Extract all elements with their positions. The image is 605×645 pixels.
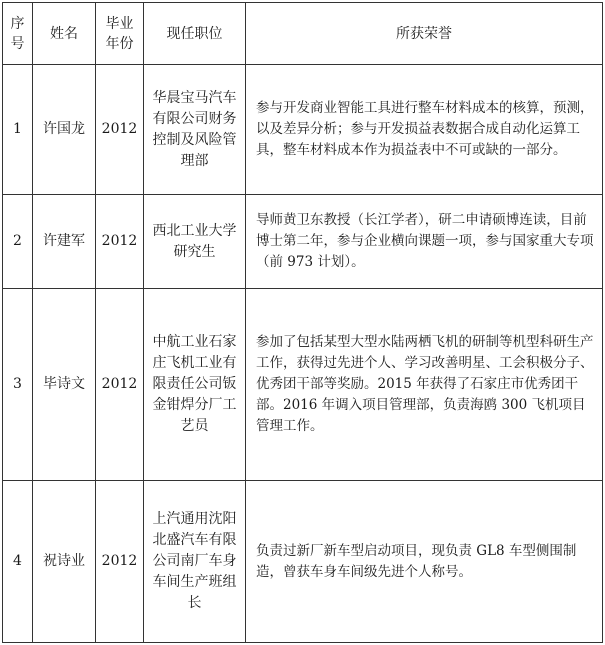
cell-position: [144, 289, 246, 481]
row-honors: 参加了包括某型大型水陆两栖飞机的研制等机型科研生产工作，获得过先进个人、学习改善明星、工会积极分子、优秀团干部等奖励。2015 年获得了石家庄市优秀团干部。2016 年调入项目管理部，负责海鸥 300 飞机项目管理工作。: [256, 334, 594, 434]
cell-position: [144, 65, 246, 195]
row-number: 3: [13, 376, 22, 392]
row-honors: 导师黄卫东教授（长江学者），研二申请硕博连读，目前博士第二年，参与企业横向课题一项，参与国家重大专项（前 973 计划）。: [256, 212, 594, 270]
row-position: 上汽通用沈阳北盛汽车有限公司南厂车身车间生产班组长: [152, 511, 237, 611]
row-position: 西北工业大学研究生: [152, 222, 237, 260]
cell-no: [3, 289, 33, 481]
cell-name: [33, 289, 96, 481]
table-row: [3, 481, 603, 643]
cell-no: [3, 65, 33, 195]
table-row: [3, 195, 603, 289]
cell-name: [33, 481, 96, 643]
cell-name: [33, 195, 96, 289]
row-name: 祝诗业: [43, 553, 85, 569]
row-position: 中航工业石家庄飞机工业有限责任公司钣金钳焊分厂工艺员: [152, 334, 237, 434]
row-number: 2: [13, 233, 22, 249]
cell-honors: [246, 195, 603, 289]
cell-year: [96, 195, 144, 289]
row-name: 许建军: [43, 233, 85, 249]
header-name-label: 姓名: [50, 25, 78, 42]
header-name: [33, 3, 96, 65]
header-position-label: 现任职位: [166, 25, 223, 42]
header-no-label: 序号: [10, 15, 25, 52]
row-number: 4: [13, 553, 22, 569]
header-honors-label: 所获荣誉: [396, 25, 452, 42]
header-position: [144, 3, 246, 65]
cell-no: [3, 481, 33, 643]
table-row: [3, 65, 603, 195]
row-honors: 负责过新厂新车型启动项目，现负责 GL8 车型侧围制造，曾获车身车间级先进个人称号。: [256, 542, 577, 580]
header-year-label: 毕业年份: [105, 15, 134, 52]
row-year: 2012: [101, 233, 138, 249]
table-header-row: [3, 3, 603, 65]
cell-honors: [246, 289, 603, 481]
cell-year: [96, 65, 144, 195]
header-honors: [246, 3, 603, 65]
cell-year: [96, 481, 144, 643]
cell-honors: [246, 481, 603, 643]
table-row: [3, 289, 603, 481]
cell-no: [3, 195, 33, 289]
row-year: 2012: [101, 121, 138, 137]
cell-year: [96, 289, 144, 481]
row-year: 2012: [101, 553, 138, 569]
row-name: 毕诗文: [43, 376, 85, 392]
alumni-honors-table: [2, 2, 603, 643]
row-year: 2012: [101, 376, 138, 392]
row-name: 许国龙: [43, 121, 85, 137]
cell-position: [144, 481, 246, 643]
row-number: 1: [13, 121, 22, 137]
cell-honors: [246, 65, 603, 195]
header-no: [3, 3, 33, 65]
cell-name: [33, 65, 96, 195]
row-position: 华晨宝马汽车有限公司财务控制及风险管理部: [152, 89, 237, 169]
header-year: [96, 3, 144, 65]
row-honors: 参与开发商业智能工具进行整车材料成本的核算，预测，以及差异分析；参与开发损益表数据合成自动化运算工具，整车材料成本作为损益表中不可或缺的一部分。: [256, 100, 594, 158]
cell-position: [144, 195, 246, 289]
